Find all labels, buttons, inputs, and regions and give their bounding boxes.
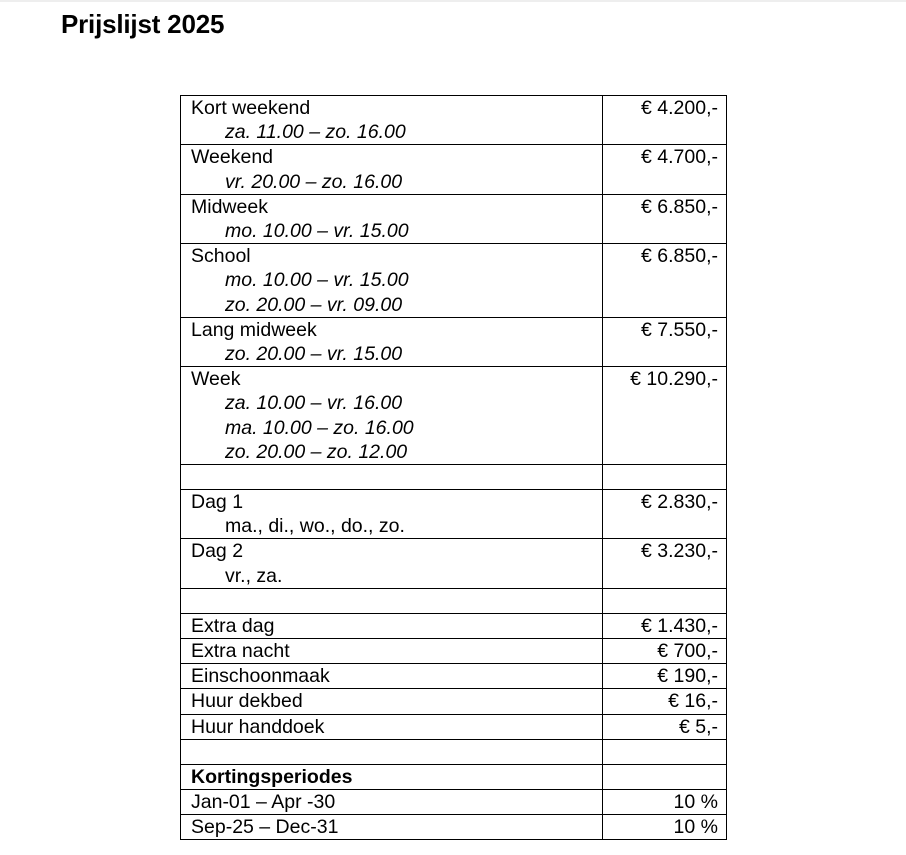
day-list: vr., za. — [225, 564, 283, 587]
empty-cell — [181, 588, 603, 613]
price-cell: € 3.230,- — [603, 539, 727, 588]
package-time: mo. 10.00 – vr. 15.00 — [225, 269, 409, 292]
extra-name: Einschoonmaak — [191, 665, 330, 688]
price-cell: € 2.830,- — [603, 490, 727, 539]
spacer-row — [181, 588, 727, 613]
discount-row — [181, 790, 727, 815]
price-cell: € 7.550,- — [603, 317, 727, 366]
price-cell: € 6.850,- — [603, 244, 727, 318]
row-label-cell — [181, 539, 603, 588]
price-cell: € 16,- — [603, 689, 727, 714]
row-label-cell — [181, 194, 603, 243]
package-time: zo. 20.00 – vr. 09.00 — [225, 293, 403, 316]
discount-heading: Kortingsperiodes — [181, 764, 603, 789]
spacer-row — [181, 465, 727, 490]
package-name: Week — [191, 368, 241, 391]
discount-heading-row — [181, 764, 727, 789]
price-cell: € 1.430,- — [603, 613, 727, 638]
empty-cell — [603, 764, 727, 789]
empty-cell — [603, 739, 727, 764]
day-list: ma., di., wo., do., zo. — [225, 515, 405, 538]
package-name: Kort weekend — [191, 97, 311, 119]
row-label-cell — [181, 639, 603, 664]
day-row — [181, 490, 727, 539]
price-cell: € 10.290,- — [603, 367, 727, 465]
day-name: Dag 1 — [191, 491, 244, 514]
package-time: zo. 20.00 – vr. 15.00 — [225, 343, 403, 366]
row-label-cell — [181, 790, 603, 815]
row-label-cell — [181, 689, 603, 714]
package-time: za. 10.00 – vr. 16.00 — [225, 392, 403, 415]
package-time: ma. 10.00 – zo. 16.00 — [225, 416, 414, 439]
package-row — [181, 367, 727, 465]
package-row — [181, 96, 727, 145]
row-label-cell — [181, 96, 603, 145]
row-label-cell — [181, 664, 603, 689]
package-row — [181, 194, 727, 243]
spacer-row — [181, 739, 727, 764]
day-row — [181, 539, 727, 588]
empty-cell — [603, 588, 727, 613]
price-cell: 10 % — [603, 790, 727, 815]
price-cell: € 4.200,- — [603, 96, 727, 145]
row-label-cell — [181, 145, 603, 194]
package-time: zo. 20.00 – zo. 12.00 — [225, 440, 408, 463]
package-time: vr. 20.00 – zo. 16.00 — [225, 170, 403, 193]
package-name: School — [191, 245, 251, 268]
day-name: Dag 2 — [191, 540, 244, 563]
empty-cell — [603, 465, 727, 490]
package-name: Midweek — [191, 195, 268, 218]
row-label-cell — [181, 317, 603, 366]
extra-row — [181, 689, 727, 714]
extra-row — [181, 714, 727, 739]
extra-name: Huur dekbed — [191, 690, 303, 713]
row-label-cell — [181, 367, 603, 465]
extra-name: Extra dag — [191, 614, 275, 637]
price-table — [180, 95, 727, 840]
package-time: za. 11.00 – zo. 16.00 — [225, 121, 406, 144]
discount-row — [181, 815, 727, 840]
package-name: Weekend — [191, 146, 274, 169]
row-label-cell — [181, 714, 603, 739]
price-table-body — [181, 96, 727, 840]
price-cell: € 700,- — [603, 639, 727, 664]
row-label-cell — [181, 244, 603, 318]
price-cell: € 190,- — [603, 664, 727, 689]
extra-row — [181, 639, 727, 664]
extra-name: Huur handdoek — [191, 715, 325, 738]
package-time: mo. 10.00 – vr. 15.00 — [225, 220, 409, 243]
top-divider — [0, 0, 906, 2]
page-title: Prijslijst 2025 — [61, 9, 225, 39]
package-name: Lang midweek — [191, 318, 317, 341]
package-row — [181, 145, 727, 194]
price-cell: € 4.700,- — [603, 145, 727, 194]
discount-period: Jan-01 – Apr -30 — [191, 791, 336, 814]
price-cell: € 6.850,- — [603, 194, 727, 243]
extra-name: Extra nacht — [191, 640, 290, 663]
price-cell: 10 % — [603, 815, 727, 840]
price-cell: € 5,- — [603, 714, 727, 739]
discount-period: Sep-25 – Dec-31 — [191, 816, 339, 839]
empty-cell — [181, 465, 603, 490]
extra-row — [181, 664, 727, 689]
row-label-cell — [181, 490, 603, 539]
extra-row — [181, 613, 727, 638]
row-label-cell — [181, 815, 603, 840]
package-row — [181, 317, 727, 366]
package-row — [181, 244, 727, 318]
empty-cell — [181, 739, 603, 764]
row-label-cell — [181, 613, 603, 638]
